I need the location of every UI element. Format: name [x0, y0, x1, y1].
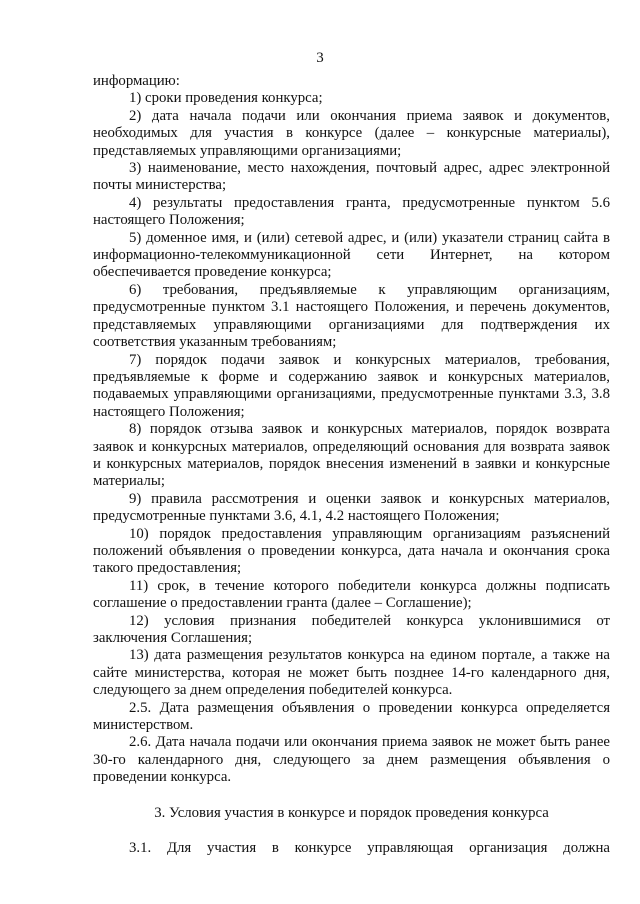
list-item-12: 12) условия признания победителей конкурса уклонившимися от заключения Соглашения; — [93, 612, 610, 646]
section-heading: 3. Условия участия в конкурсе и порядок проведения конкурса — [154, 804, 549, 821]
list-item-13: 13) дата размещения результатов конкурса на едином портале, а также на сайте министерства, которая не может быть позднее 14-го календарного дня, следующего за днем определения победителей конкурса. — [93, 647, 610, 699]
page-number: 3 — [316, 50, 324, 66]
list-item-8: 8) порядок отзыва заявок и конкурсных материалов, порядок возврата заявок и конкурсных материалов, определяющий основания для возврата заявок и конкурсных материалов, порядок внесения изменений в заявки и конкурсные материалы; — [93, 421, 610, 490]
list-item-10: 10) порядок предоставления управляющим организациям разъяснений положений объявления о проведении конкурса, дата начала и окончания срока такого предоставления; — [93, 525, 610, 577]
clause-3-1: 3.1. Для участия в конкурсе управляющая организация должна — [129, 840, 610, 857]
list-item-3: 3) наименование, место нахождения, почтовый адрес, адрес электронной почты министерства; — [93, 160, 610, 194]
list-item-2: 2) дата начала подачи или окончания приема заявок и документов, необходимых для участия в конкурсе (далее – конкурсные материалы), представляемых управляющими организациями; — [93, 107, 610, 159]
list-item-5: 5) доменное имя, и (или) сетевой адрес, и (или) указатели страниц сайта в информационно-телекоммуникационной сети Интернет, на котором обеспечивается проведение конкурса; — [93, 229, 610, 281]
clause-2-6: 2.6. Дата начала подачи или окончания приема заявок не может быть ранее 30-го календарного дня, следующего за днем размещения объявления о проведении конкурса. — [93, 734, 610, 786]
list-item-1: 1) сроки проведения конкурса; — [129, 90, 323, 107]
document-body — [93, 73, 610, 857]
list-item-6: 6) требования, предъявляемые к управляющим организациям, предусмотренные пунктом 3.1 настоящего Положения, и перечень документов, представляемых управляющими организациями для подтверждения их соответствия указанным требованиям; — [93, 281, 610, 351]
list-item-11: 11) срок, в течение которого победители конкурса должны подписать соглашение о предоставлении гранта (далее – Соглашение); — [93, 577, 610, 612]
paragraph-intro: информацию: — [93, 73, 180, 89]
list-item-9: 9) правила рассмотрения и оценки заявок и конкурсных материалов, предусмотренные пунктами 3.6, 4.1, 4.2 настоящего Положения; — [93, 490, 610, 525]
clause-2-5: 2.5. Дата размещения объявления о проведении конкурса определяется министерством. — [93, 699, 610, 734]
list-item-7: 7) порядок подачи заявок и конкурсных материалов, требования, предъявляемые к форме и содержанию заявок и конкурсных материалов, подаваемых управляющими организациями, предусмотренные пунктами 3.3, 3.8 настоящего Положения; — [93, 351, 610, 420]
list-item-4: 4) результаты предоставления гранта, предусмотренные пунктом 5.6 настоящего Положения; — [93, 194, 610, 229]
